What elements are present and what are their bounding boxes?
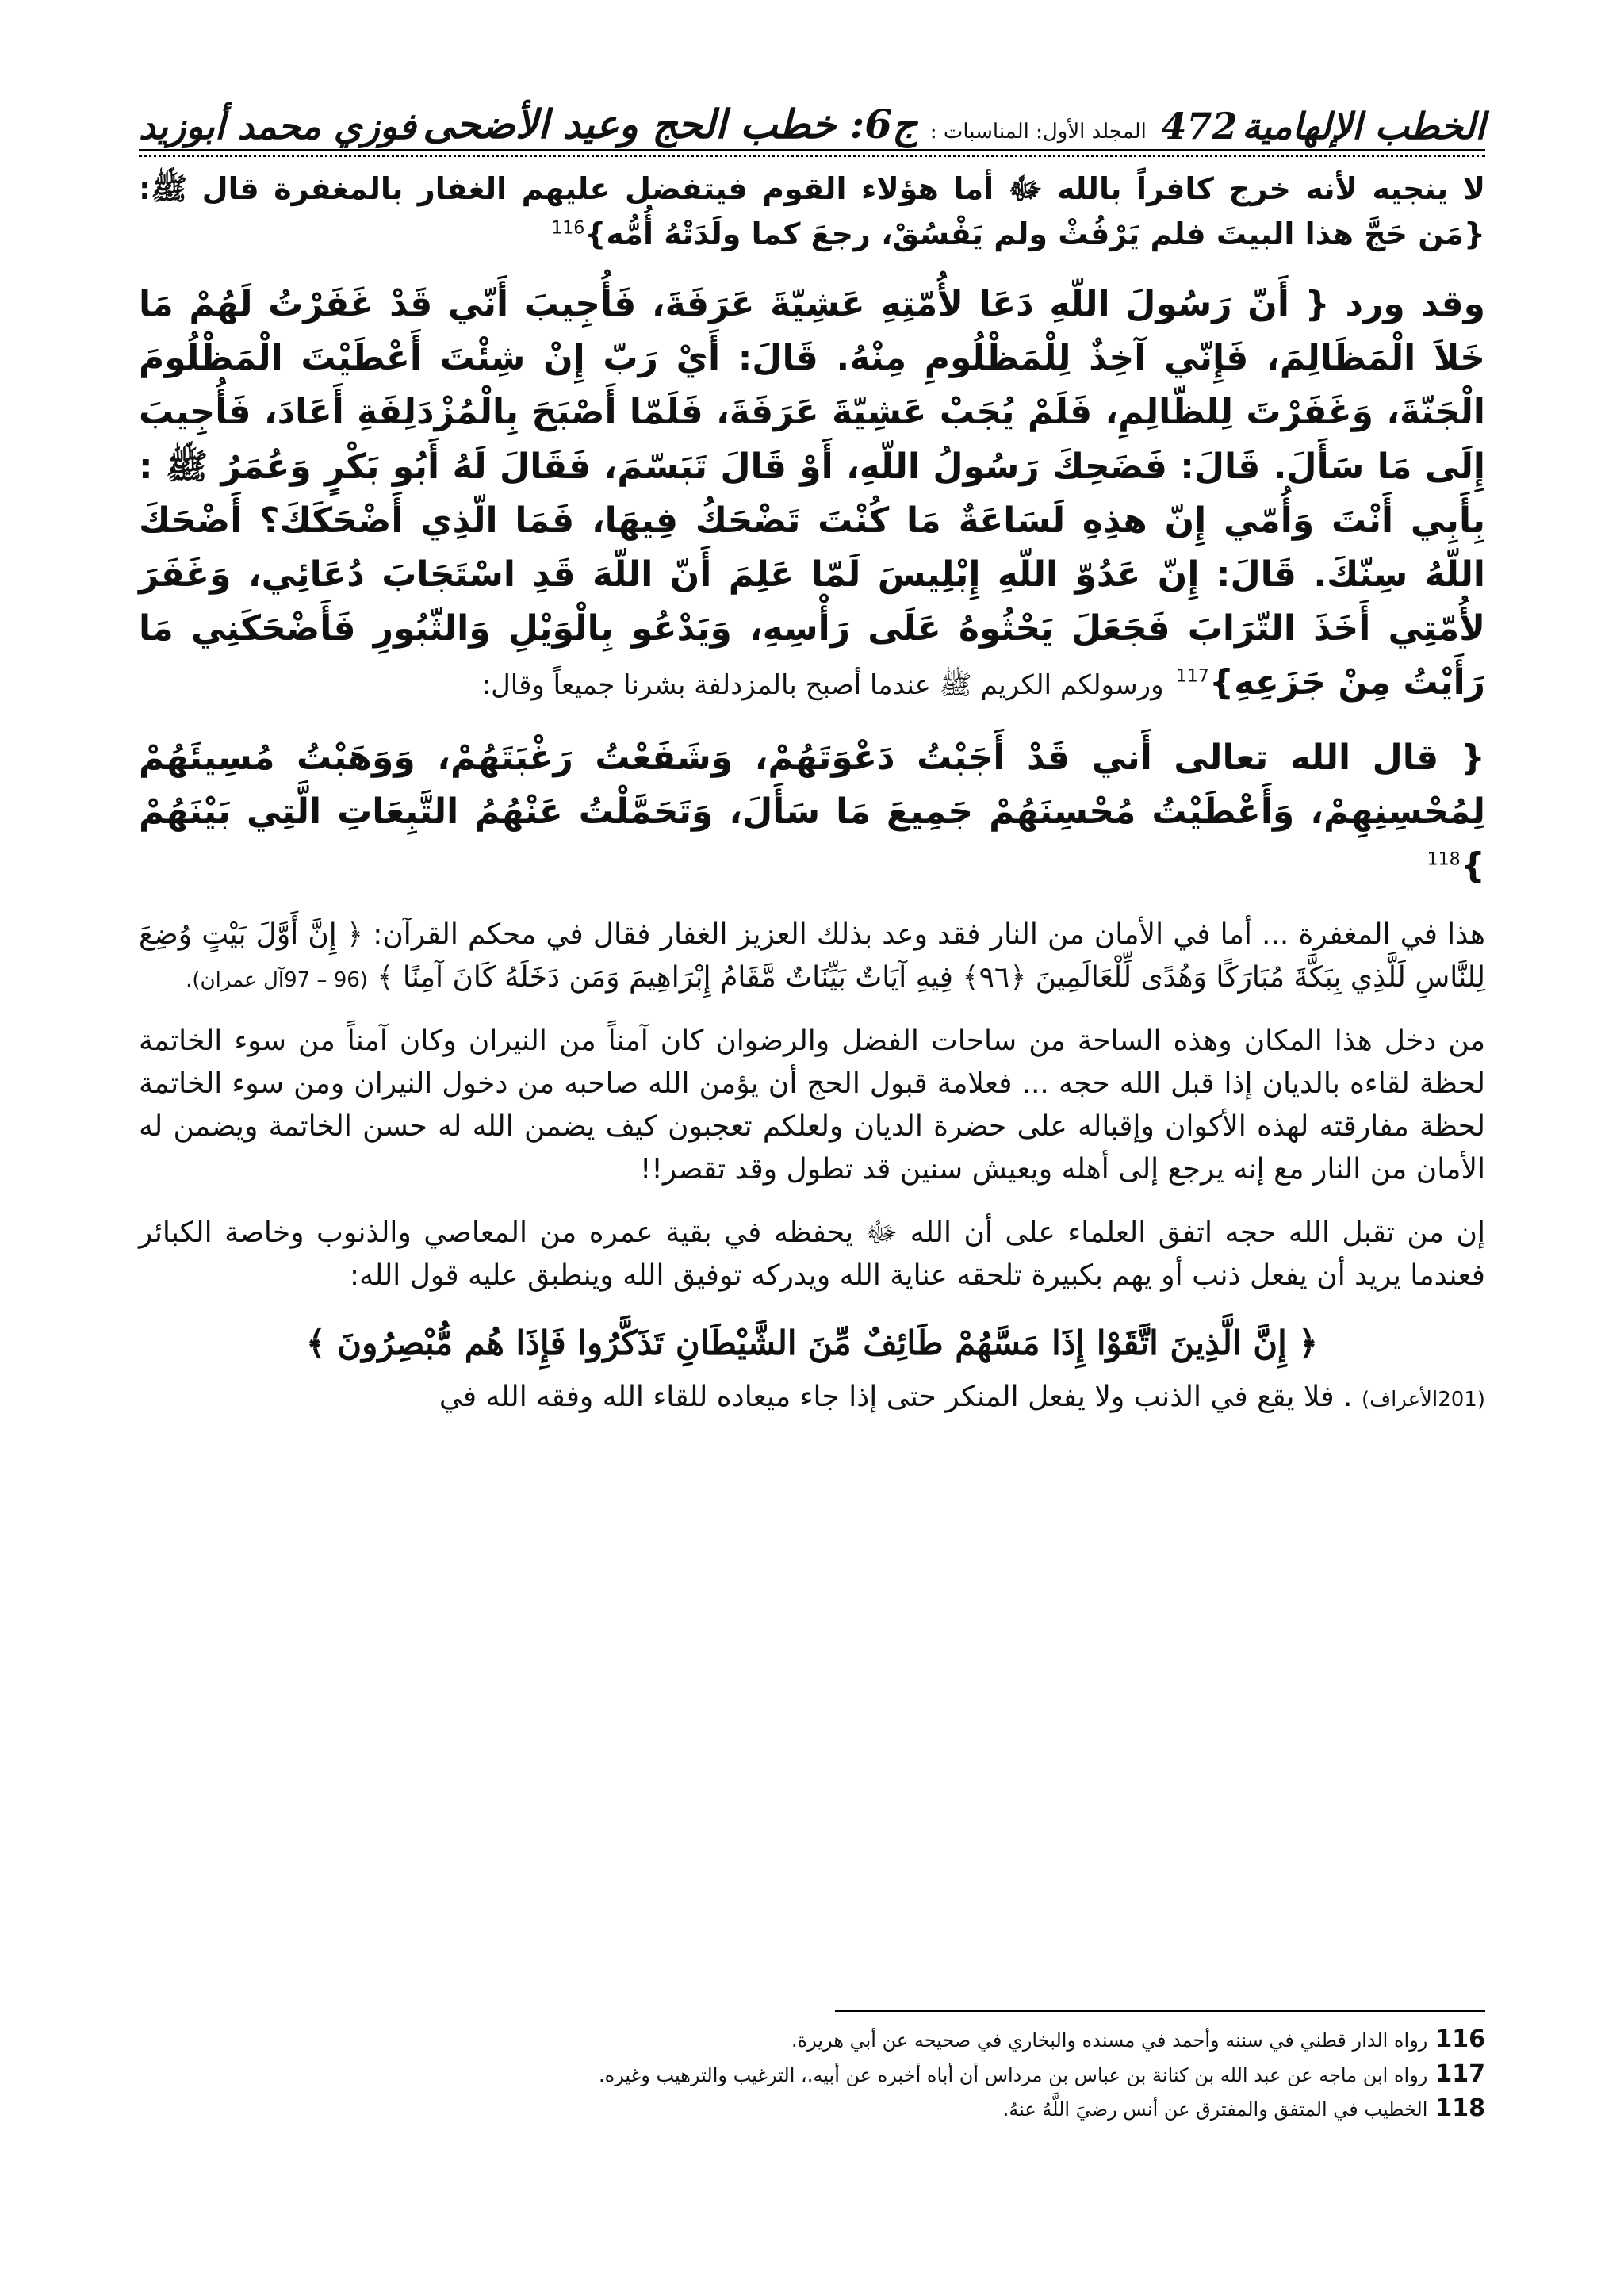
footnote-117 (139, 2057, 1485, 2092)
paragraph-4 (139, 914, 1485, 999)
footnote-ref: 117 (1175, 666, 1209, 687)
paragraph-7 (139, 1376, 1485, 1419)
footnote-number: 118 (1435, 2094, 1485, 2122)
verse-reference: (96 – 97آل عمران). (186, 968, 368, 993)
header-part (423, 101, 1155, 147)
footnote-number: 117 (1435, 2059, 1485, 2088)
footnote-number: 116 (1435, 2025, 1485, 2053)
header-divider (139, 149, 1485, 157)
part-title: ج6: خطب الحج وعيد الأضحى (423, 101, 918, 147)
paragraph-text: وقد ورد { أَنّ رَسُولَ اللّهِ دَعَا لأُمّتِهِ عَشِيّةَ عَرَفَةَ، فَأُجِيبَ أَنّي قَدْ غَفَرْتُ لَهُمْ مَا خَلاَ الْمَظَالِمَ، فَإِنّي آخِذٌ لِلْمَظْلُومِ مِنْهُ. قَالَ: أَيْ رَبّ إِنْ شِئْتَ أَعْطَيْتَ الْمَظْلُومَ الْجَنّةَ، وَغَفَرْتَ لِلظّالِمِ، فَلَمْ يُجَبْ عَشِيّةَ عَرَفَةَ، فَلَمّا أَصْبَحَ بِالْمُزْدَلِفَةِ أَعَادَ، فَأُجِيبَ إِلَى مَا سَأَلَ. قَالَ: فَضَحِكَ رَسُولُ اللّهِ، أَوْ قَالَ تَبَسّمَ، فَقَالَ لَهُ أَبُو بَكْرٍ وَعُمَرُ ﷺ : بِأَبِي أَنْتَ وَأُمّي إِنّ هذِهِ لَسَاعَةٌ مَا كُنْتَ تَضْحَكُ فِيهَا، فَمَا الّذِي أَضْحَكَكَ؟ أَضْحَكَ اللّهُ سِنّكَ. قَالَ: إِنّ عَدُوّ اللّهِ إِبْلِيسَ لَمّا عَلِمَ أَنّ اللّهَ قَدِ اسْتَجَابَ دُعَائِي، وَغَفَرَ لأُمّتِي أَخَذَ التّرَابَ فَجَعَلَ يَحْثُوهُ عَلَى رَأْسِهِ، وَيَدْعُو بِالْوَيْلِ وَالثّبُورِ فَأَضْحَكَنِي مَا رَأَيْتُ مِنْ جَزَعِهِ} (139, 284, 1485, 703)
quran-verse: ﴿ إِنَّ الَّذِينَ اتَّقَوْا إِذَا مَسَّهُمْ طَائِفٌ مِّنَ الشَّيْطَانِ تَذَكَّرُوا فَإِذَا هُم مُّبْصِرُونَ ﴾ (306, 1324, 1318, 1363)
author-name: فوزي محمد أبوزيد (139, 105, 416, 147)
paragraph-2 (139, 278, 1485, 711)
footnote-118 (139, 2091, 1485, 2126)
footnote-text: الخطيب في المتفق والمفترق عن أنس رضيَ اللَّهُ عنهُ. (1002, 2098, 1428, 2121)
footnote-text: رواه الدار قطني في سننه وأحمد في مسنده والبخاري في صحيحه عن أبي هريرة. (791, 2029, 1428, 2052)
footnote-divider (835, 2010, 1485, 2012)
series-title: الخطب الإلهامية (1242, 105, 1485, 147)
paragraph-text: هذا في المغفرة ... أما في الأمان من النار فقد وعد بذلك العزيز الغفار فقال في محكم القرآن: ﴿ إِنَّ أَوَّلَ بَيْتٍ وُضِعَ لِلنَّاسِ لَلَّذِي بِبَكَّةَ مُبَارَكًا وَهُدًى لِّلْعَالَمِينَ ﴿٩٦﴾ فِيهِ آيَاتٌ بَيِّنَاتٌ مَّقَامُ إِبْرَاهِيمَ وَمَن دَخَلَهُ كَانَ آمِنًا ﴾ (139, 918, 1485, 994)
paragraph-text: { قال الله تعالى أَني قَدْ أَجَبْتُ دَعْوَتَهُمْ، وَشَفَعْتُ رَغْبَتَهُمْ، وَوَهَبْتُ مُسِيئَهُمْ لِمُحْسِنِهِمْ، وَأَعْطَيْتُ مُحْسِنَهُمْ جَمِيعَ مَا سَأَلَ، وَتَحَمَّلْتُ عَنْهُمُ التَّبِعَاتِ الَّتِي بَيْنَهُمْ } (139, 737, 1485, 886)
paragraph-6 (139, 1212, 1485, 1297)
paragraph-3 (139, 731, 1485, 894)
paragraph-1 (139, 167, 1485, 257)
footnote-ref: 116 (551, 218, 585, 239)
paragraph-text: لا ينجيه لأنه خرج كافراً بالله ﷻ أما هؤلاء القوم فيتفضل عليهم الغفار بالمغفرة قال ﷺ: {مَن حَجَّ هذا البيتَ فلم يَرْفُثْ ولم يَفْسُقْ، رجعَ كما ولَدَتْهُ أُمُّه} (139, 171, 1485, 251)
footnotes (139, 2022, 1485, 2126)
footnote-text: رواه ابن ماجه عن عبد الله بن كنانة بن عباس بن مرداس أن أباه أخبره عن أبيه.، الترغيب والترهيب وغيره. (598, 2063, 1428, 2086)
paragraph-text: إن من تقبل الله حجه اتفق العلماء على أن الله ﷻ يحفظه في بقية عمره من المعاصي والذنوب وخاصة الكبائر فعندما يريد أن يفعل ذنب أو يهم بكبيرة تلحقه عناية الله ويدركه توفيق الله وينطبق عليه قول الله: (139, 1216, 1485, 1293)
page-body (139, 167, 1485, 1439)
footnote-116 (139, 2022, 1485, 2057)
header-series (1162, 105, 1485, 147)
paragraph-text: . فلا يقع في الذنب ولا يفعل المنكر حتى إذا جاء ميعاده للقاء الله وفقه الله في (439, 1381, 1353, 1414)
paragraph-tail: ورسولكم الكريم ﷺ عندما أصبح بالمزدلفة بشرنا جميعاً وقال: (481, 669, 1164, 702)
page-number: 472 (1161, 105, 1238, 147)
paragraph-text: من دخل هذا المكان وهذه الساحة من ساحات الفضل والرضوان كان آمناً من النيران وكان آمناً من سوء الخاتمة لحظة لقاءه بالديان إذا قبل الله حجه ... فعلامة قبول الحج أن يؤمن الله صاحبه من دخول النيران ومن سوء الخاتمة لحظة مفارقته لهذه الأكوان وإقباله على حضرة الديان ولعلكم تعجبون كيف يضمن الله له حسن الخاتمة ويضمن له الأمان من النار مع إنه يرجع إلى أهله ويعيش سنين قد تطول وقد تقصر!! (139, 1025, 1485, 1186)
volume-label: المجلد الأول: المناسبات : (929, 120, 1147, 144)
paragraph-5 (139, 1020, 1485, 1191)
verse-reference: (201الأعراف) (1361, 1388, 1485, 1412)
page-header (139, 76, 1485, 147)
footnote-ref: 118 (1427, 849, 1461, 870)
